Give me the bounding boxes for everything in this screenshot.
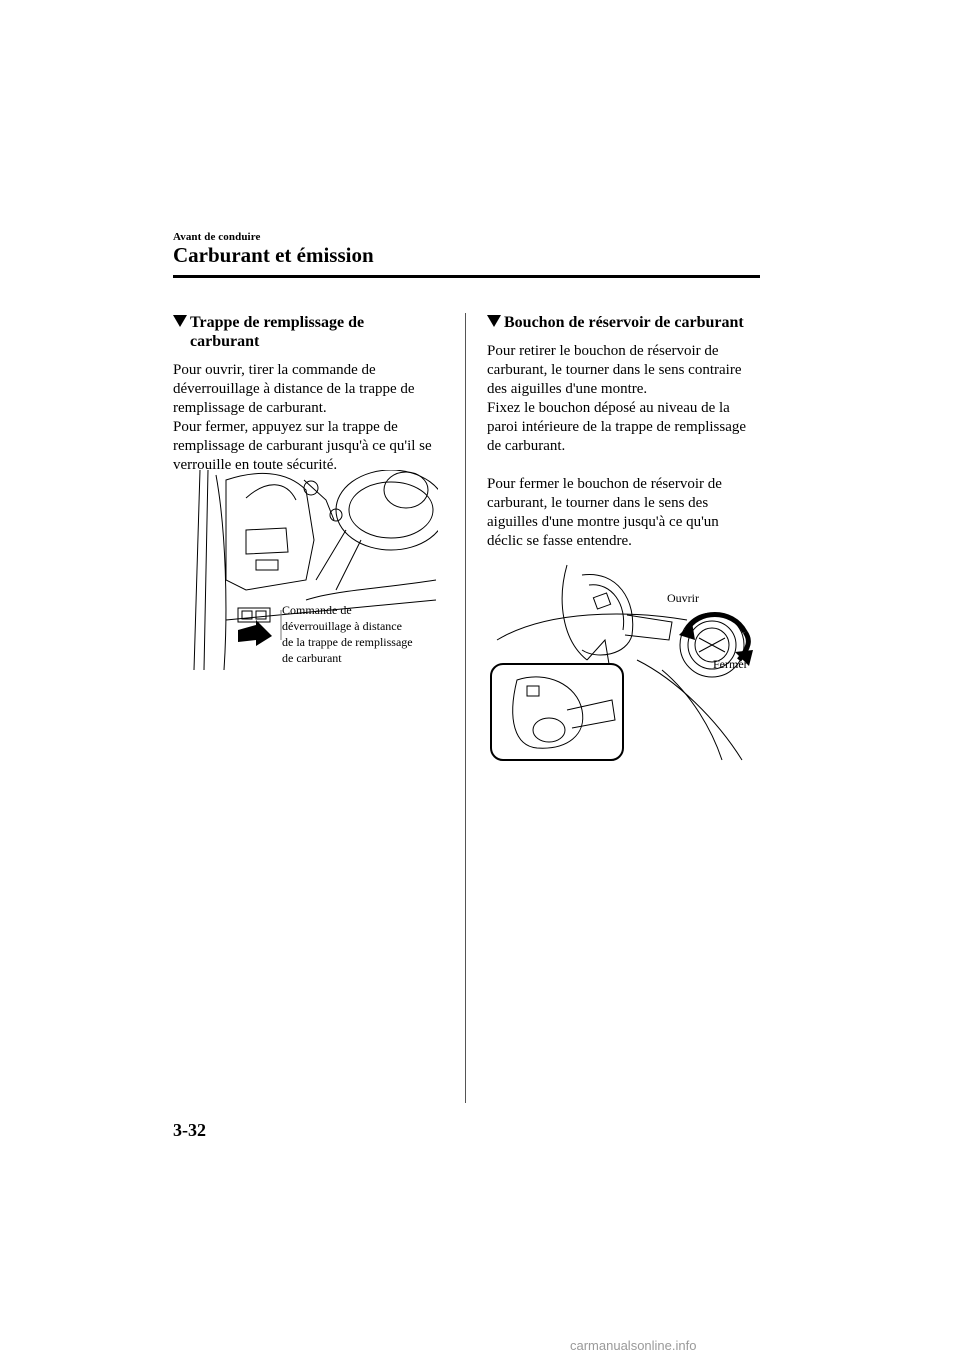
text-line: des aiguilles d'une montre.	[487, 381, 648, 397]
caption-line: déverrouillage à distance	[282, 619, 402, 633]
text-line: remplissage de carburant.	[173, 400, 327, 416]
text-line: déverrouillage à distance de la trappe de	[173, 381, 415, 397]
text-line: carburant, le tourner dans le sens contraire	[487, 362, 742, 378]
caption-line: de carburant	[282, 651, 342, 665]
text-line: Pour retirer le bouchon de réservoir de	[487, 343, 719, 359]
text-line: Pour ouvrir, tirer la commande de	[173, 362, 376, 378]
heading-fuel-door-line1: Trappe de remplissage de	[190, 314, 365, 331]
watermark: carmanualsonline.info	[570, 1338, 697, 1353]
text-line: de carburant.	[487, 438, 566, 454]
page-number: 3-32	[173, 1120, 206, 1140]
caption-line: de la trappe de remplissage	[282, 635, 413, 649]
title-rule	[173, 275, 760, 278]
text-line: carburant, le tourner dans le sens des	[487, 495, 709, 511]
fuel-cap-text	[487, 342, 767, 551]
caption-line: Commande de	[282, 603, 352, 617]
fuel-door-text	[173, 361, 458, 475]
text-line: déclic se fasse entendre.	[487, 533, 632, 549]
text-line: Fixez le bouchon déposé au niveau de la	[487, 400, 730, 416]
section-kicker: Avant de conduire	[173, 231, 261, 243]
right-column	[487, 313, 767, 551]
text-line: aiguilles d'une montre jusqu'à ce qu'un	[487, 514, 719, 530]
heading-fuel-door-line2: carburant	[190, 333, 260, 350]
text-line: paroi intérieure de la trappe de remplissage	[487, 419, 747, 435]
text-line: verrouille en toute sécurité.	[173, 457, 338, 473]
fuel-release-caption	[282, 602, 413, 666]
heading-fuel-door	[173, 313, 458, 351]
heading-fuel-cap	[487, 313, 767, 332]
label-open: Ouvrir	[667, 591, 699, 605]
column-divider	[465, 313, 466, 1103]
text-line: Pour fermer le bouchon de réservoir de	[487, 476, 722, 492]
text-line: remplissage de carburant jusqu'à ce qu'il se	[173, 438, 432, 454]
left-column	[173, 313, 458, 475]
fuel-cap-figure	[487, 560, 762, 770]
page-title: Carburant et émission	[173, 243, 374, 267]
paragraph-gap	[487, 456, 767, 475]
heading-fuel-cap-text: Bouchon de réservoir de carburant	[504, 314, 744, 331]
fuel-release-figure	[186, 470, 438, 670]
triangle-bullet-icon	[173, 315, 187, 327]
text-line: Pour fermer, appuyez sur la trappe de	[173, 419, 398, 435]
triangle-bullet-icon	[487, 315, 501, 327]
label-close: Fermer	[713, 657, 748, 671]
